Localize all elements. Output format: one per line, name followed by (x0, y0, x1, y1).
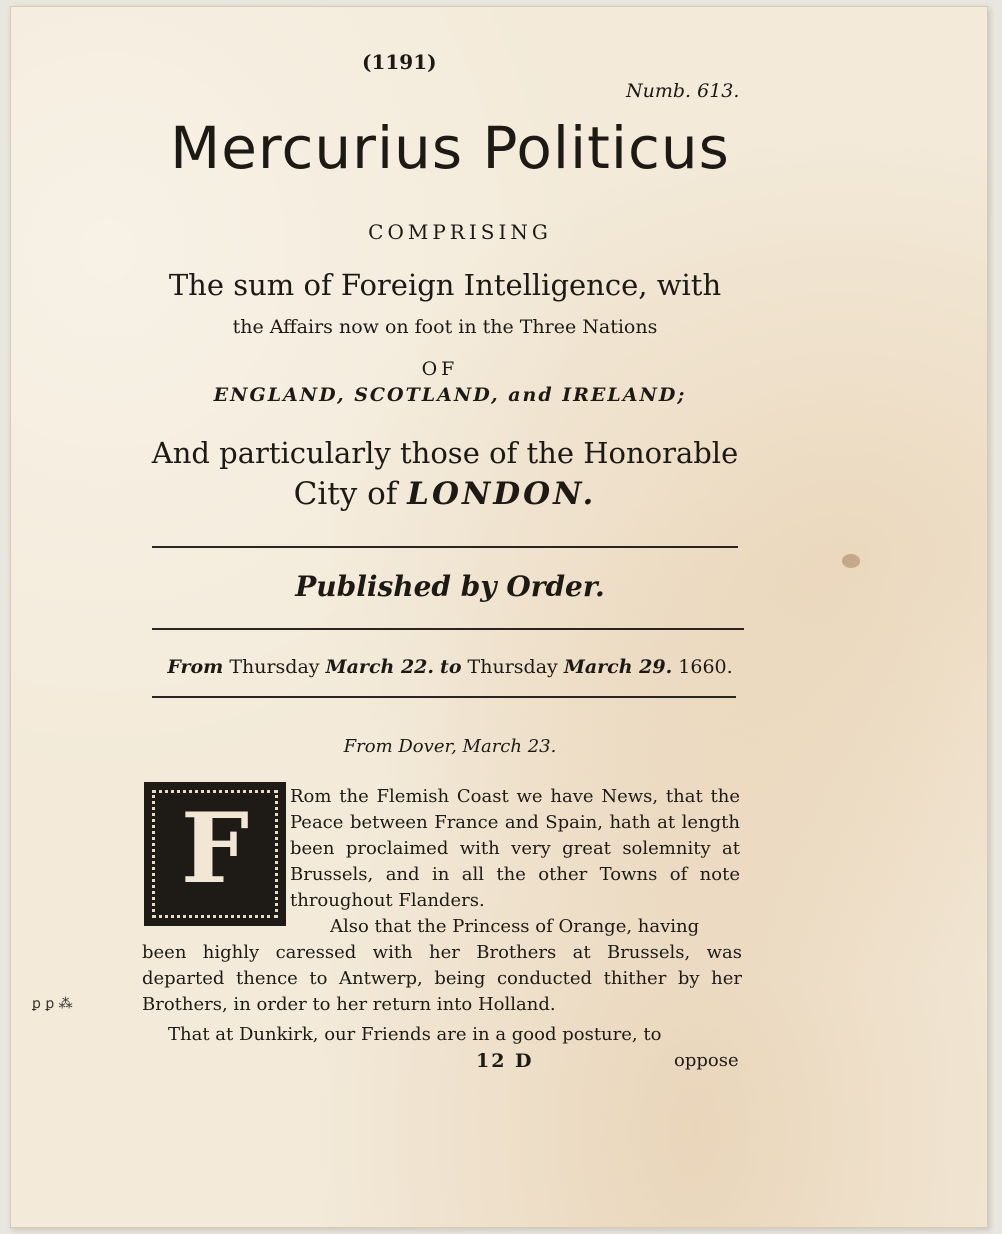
newspaper-page (10, 6, 988, 1228)
dateline (145, 656, 755, 678)
divider-rule (152, 628, 744, 630)
dateline-to: to (440, 656, 462, 678)
dateline-month-2: March 29. (563, 656, 673, 678)
masthead-line-4-prefix: City of (293, 476, 398, 512)
signature-mark: 12 D (476, 1050, 534, 1072)
masthead-line-3: And particularly those of the Honorable (151, 436, 739, 470)
article-heading: From Dover, March 23. (343, 736, 557, 757)
paragraph-2-lead-text: Also that the Princess of Orange, having (330, 916, 700, 937)
masthead-comprising: COMPRISING (368, 220, 552, 244)
published-by-order: Published by Order. (295, 570, 605, 603)
masthead-line-4 (210, 476, 680, 512)
page-number: (1191) (362, 50, 437, 74)
masthead-line-2: the Affairs now on foot in the Three Nations (232, 316, 658, 338)
dateline-from: From (167, 656, 224, 678)
decorated-initial (144, 782, 286, 926)
issue-number: Numb. 613. (626, 80, 740, 102)
initial-letter: F (180, 792, 250, 905)
catchword: oppose (674, 1050, 739, 1071)
paragraph-2-text: been highly caressed with her Brothers at Brussels, was departed thence to Antwerp, being conducted thither by her Brothers, in order to her return into Holland. (142, 942, 742, 1015)
paragraph-3-text: That at Dunkirk, our Friends are in a good posture, to (168, 1024, 662, 1045)
masthead-line-1: The sum of Foreign Intelligence, with (168, 268, 722, 302)
article-paragraph-2-lead (330, 914, 740, 940)
divider-rule (152, 696, 736, 698)
stain (842, 554, 860, 568)
margin-marks: ꝑ ꝑ ⁂ (32, 996, 73, 1012)
paragraph-1-text: Rom the Flemish Coast we have News, that the Peace between France and Spain, hath at length been proclaimed with very great solemnity at Brussels, and in all the other Towns of note throughout Flanders. (290, 786, 740, 911)
dateline-month-1: March 22. (325, 656, 434, 678)
article-paragraph-2 (142, 940, 742, 1018)
dateline-day-2: Thursday (467, 656, 558, 678)
article-paragraph-1 (290, 784, 740, 914)
masthead-nations: ENGLAND, SCOTLAND, and IRELAND; (213, 384, 687, 406)
masthead-city: LONDON. (407, 476, 597, 512)
divider-rule (152, 546, 738, 548)
masthead-title: Mercurius Politicus (170, 114, 730, 182)
masthead-of: OF (421, 358, 459, 380)
dateline-year: 1660. (678, 656, 733, 678)
dateline-day-1: Thursday (229, 656, 320, 678)
article-paragraph-3 (168, 1022, 740, 1048)
